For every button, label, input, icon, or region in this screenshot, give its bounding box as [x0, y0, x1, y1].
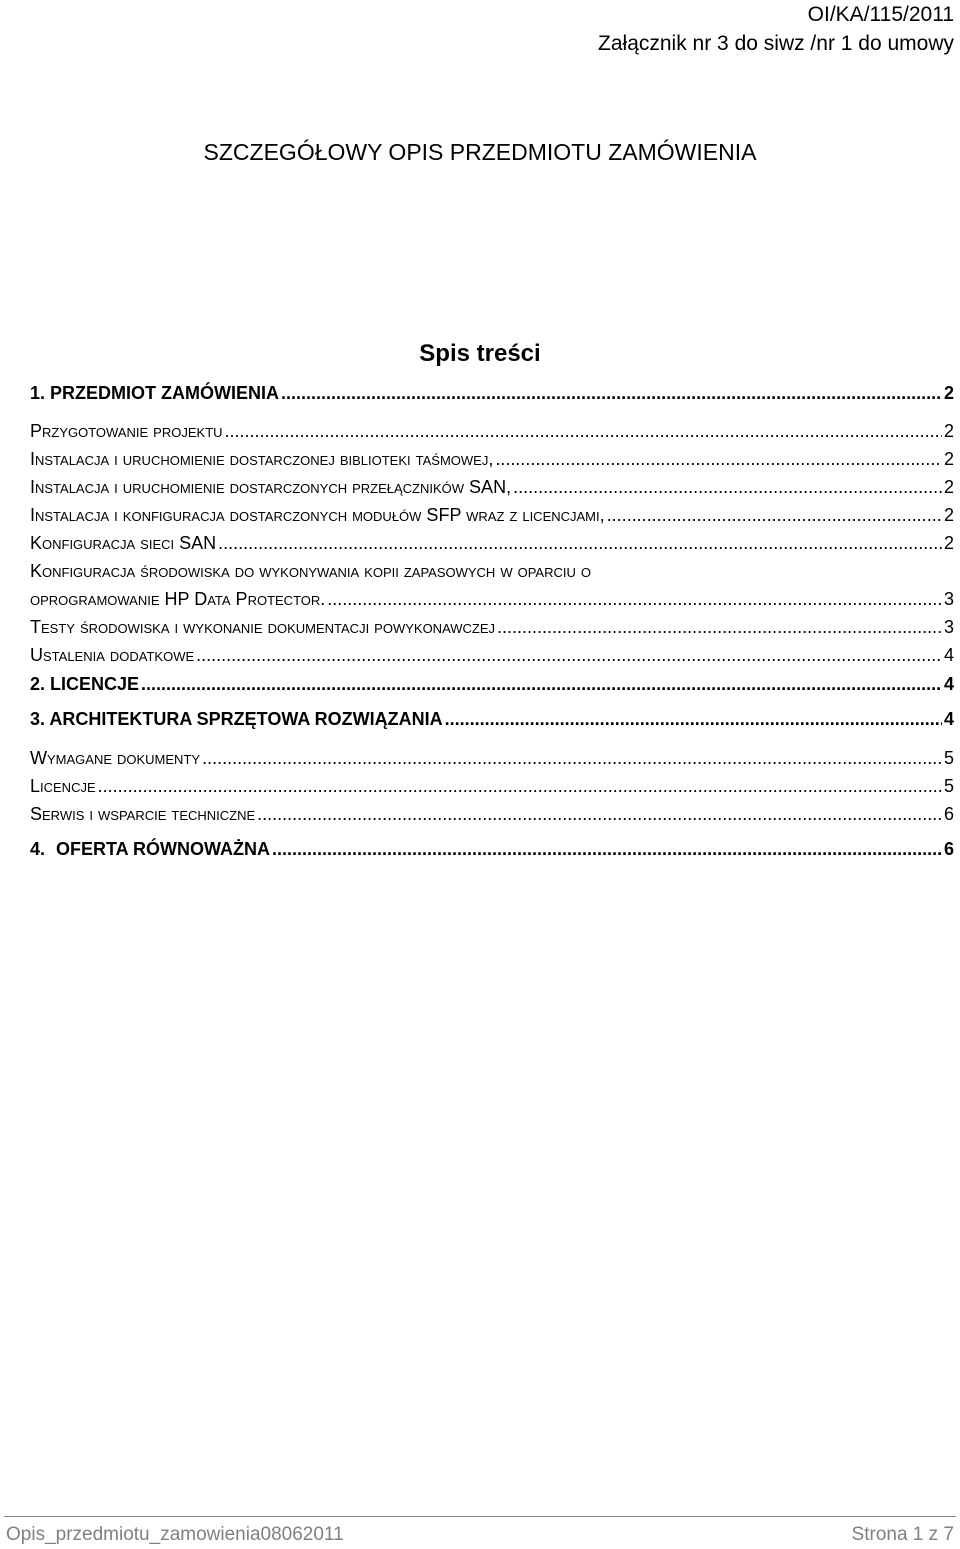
toc-entry-title-line1[interactable]: Konfiguracja środowiska do wykonywania kopii zapasowych w oparciu o — [30, 561, 591, 581]
toc-dot-leader — [272, 836, 942, 862]
document-header — [598, 0, 954, 58]
toc-entry[interactable] — [30, 671, 954, 697]
toc-entry-page: 2 — [943, 505, 954, 525]
toc-entry-title — [30, 836, 270, 862]
toc-dot-leader — [445, 706, 942, 732]
toc-dot-leader — [141, 671, 942, 697]
toc-dot-leader — [513, 474, 942, 500]
toc-entry[interactable] — [30, 418, 954, 444]
toc-entry[interactable] — [30, 745, 954, 771]
toc-entry-title: 1. PRZEDMIOT ZAMÓWIENIA — [30, 383, 279, 403]
toc-entry-page: 2 — [943, 533, 954, 553]
toc-entry-page: 2 — [943, 383, 954, 403]
toc-entry-title: Serwis i wsparcie techniczne — [30, 804, 256, 824]
attachment-label: Załącznik nr 3 do siwz /nr 1 do umowy — [598, 32, 954, 55]
toc-entry-page: 6 — [943, 804, 954, 824]
toc-dot-leader — [281, 380, 942, 406]
toc-dot-leader — [327, 586, 942, 612]
toc-entry[interactable] — [30, 380, 954, 406]
toc-dot-leader — [202, 745, 942, 771]
toc-entry-title-text: OFERTA RÓWNOWAŻNA — [56, 839, 270, 859]
footer-filename: Opis_przedmiotu_zamowienia08062011 — [6, 1524, 344, 1545]
toc-entry-title: 2. LICENCJE — [30, 674, 140, 694]
footer-divider — [4, 1516, 956, 1517]
toc-dot-leader — [495, 446, 942, 472]
toc-entry[interactable] — [30, 586, 954, 612]
toc-entry-page: 2 — [943, 477, 954, 497]
toc-entry[interactable] — [30, 836, 954, 862]
toc-entry[interactable] — [30, 530, 954, 556]
toc-entry[interactable] — [30, 801, 954, 827]
toc-entry[interactable] — [30, 773, 954, 799]
toc-entry[interactable] — [30, 446, 954, 472]
toc-entry-page: 4 — [943, 645, 954, 665]
toc-dot-leader — [497, 614, 942, 640]
toc-entry-page: 3 — [943, 589, 954, 609]
toc-entry-title: 3. ARCHITEKTURA SPRZĘTOWA ROZWIĄZANIA — [30, 709, 443, 729]
toc-entry-page: 3 — [943, 617, 954, 637]
toc-dot-leader — [196, 642, 942, 668]
toc-entry[interactable] — [30, 614, 954, 640]
toc-entry-page: 4 — [943, 709, 954, 729]
reference-number: OI/KA/115/2011 — [807, 3, 954, 26]
toc-entry[interactable] — [30, 642, 954, 668]
toc-entry[interactable] — [30, 502, 954, 528]
toc-dot-leader — [218, 530, 942, 556]
toc-entry-title: Przygotowanie projektu — [30, 421, 223, 441]
toc-entry-number: 4. — [30, 839, 46, 859]
toc-entry-title: Testy środowiska i wykonanie dokumentacji powykonawczej — [30, 617, 496, 637]
toc-entry-page: 2 — [943, 421, 954, 441]
toc-dot-leader — [98, 773, 942, 799]
toc-entry[interactable] — [30, 706, 954, 732]
document-title: SZCZEGÓŁOWY OPIS PRZEDMIOTU ZAMÓWIENIA — [203, 139, 757, 165]
toc-entry-title: Licencje — [30, 776, 96, 796]
toc-entry-page: 5 — [943, 776, 954, 796]
footer-page-number: Strona 1 z 7 — [851, 1524, 954, 1545]
toc-dot-leader — [607, 502, 942, 528]
toc-entry-title: Konfiguracja sieci SAN — [30, 533, 217, 553]
toc-entry-page: 2 — [943, 449, 954, 469]
toc-entry-title: Instalacja i uruchomienie dostarczonej biblioteki taśmowej, — [30, 449, 494, 469]
toc-entry-title: Wymagane dokumenty — [30, 748, 201, 768]
toc-entry[interactable] — [30, 474, 954, 500]
toc-dot-leader — [225, 418, 942, 444]
toc-entry-title-line2: oprogramowanie HP Data Protector. — [30, 589, 326, 609]
toc-entry-title: Instalacja i konfiguracja dostarczonych modułów SFP wraz z licencjami, — [30, 505, 605, 525]
toc-dot-leader — [257, 801, 942, 827]
toc-entry-page: 4 — [943, 674, 954, 694]
toc-entry-page: 5 — [943, 748, 954, 768]
toc-entry-page: 6 — [943, 839, 954, 859]
toc-heading: Spis treści — [419, 340, 541, 367]
toc-entry-title: Instalacja i uruchomienie dostarczonych przełączników SAN, — [30, 477, 512, 497]
toc-entry-title: Ustalenia dodatkowe — [30, 645, 195, 665]
